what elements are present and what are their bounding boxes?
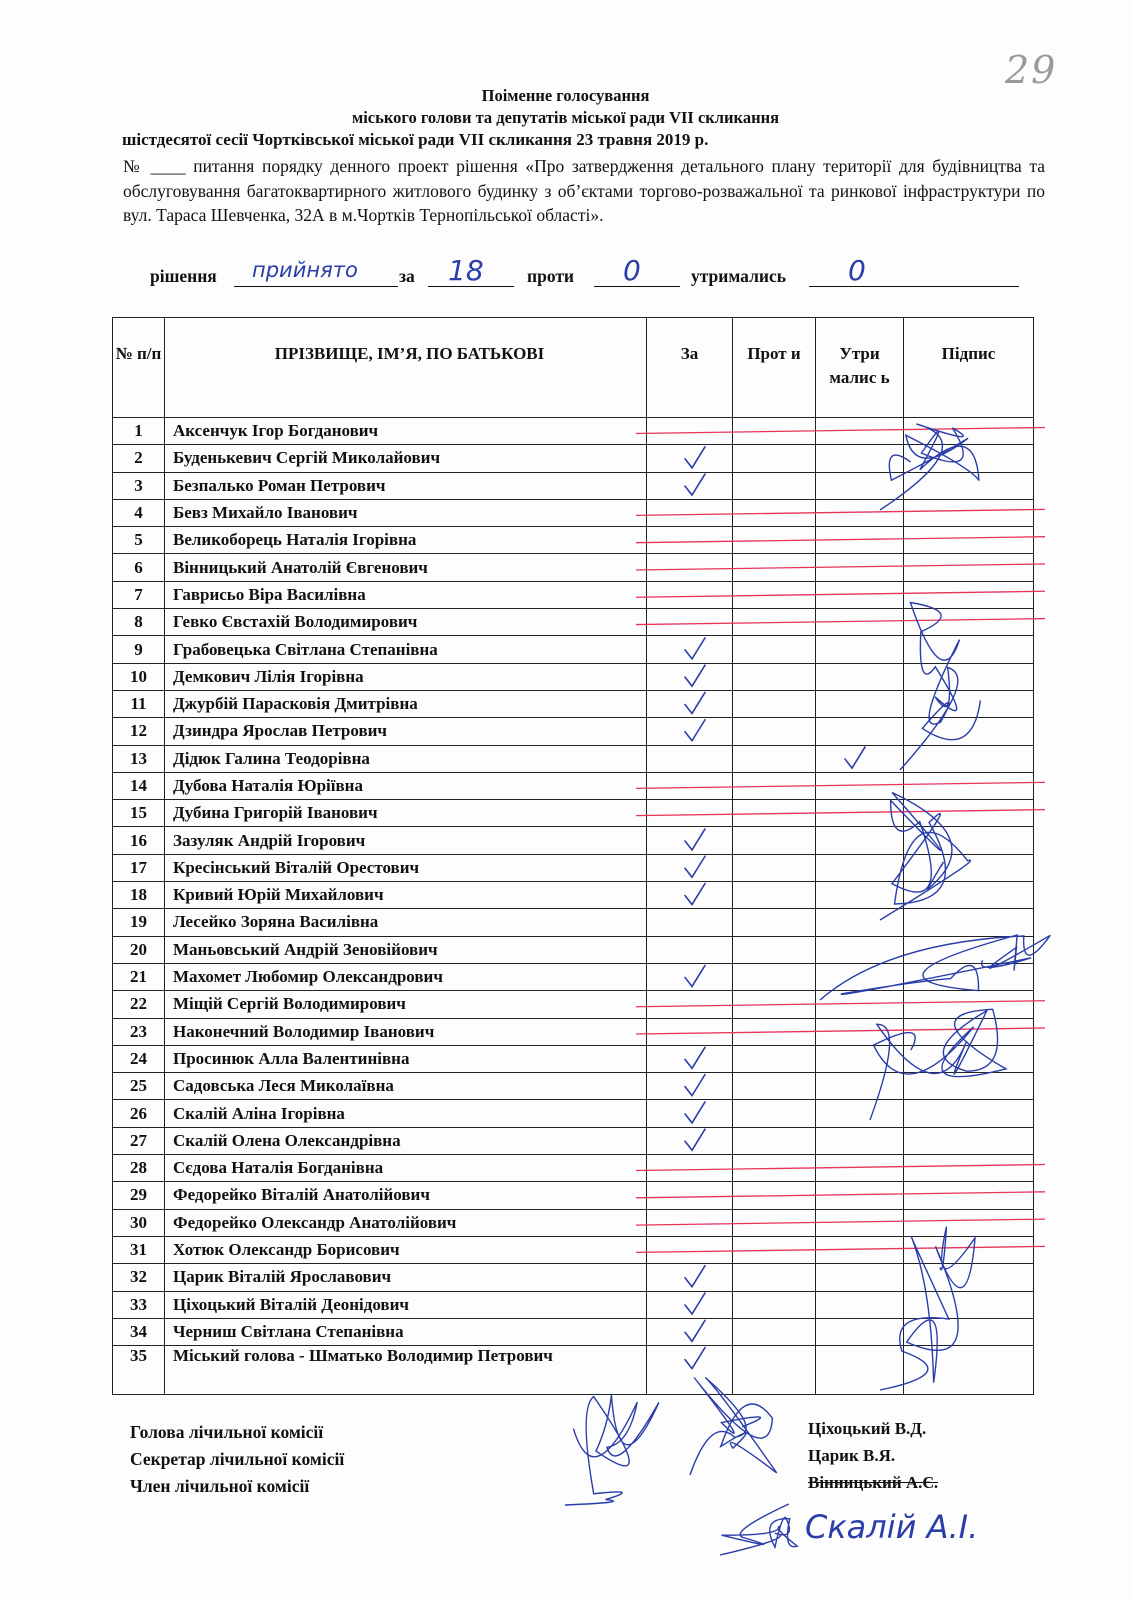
member-name: Черниш Світлана Степанівна [165, 1318, 647, 1345]
member-name: Садовська Леся Миколаївна [165, 1073, 647, 1100]
vote-against-cell [733, 581, 816, 608]
for-label: за [399, 266, 415, 286]
decision-value: прийнято [252, 258, 358, 282]
row-number: 17 [113, 854, 165, 881]
vote-abstained-cell [816, 1155, 904, 1182]
vote-against-cell [733, 690, 816, 717]
table-row [113, 445, 1034, 472]
row-number: 23 [113, 1018, 165, 1045]
row-number: 3 [113, 472, 165, 499]
member-name: Кривий Юрій Михайлович [165, 882, 647, 909]
vote-for-cell [647, 936, 733, 963]
signature-cell [904, 991, 1034, 1018]
table-row [113, 1073, 1034, 1100]
row-number: 5 [113, 527, 165, 554]
vote-abstained-cell [816, 1318, 904, 1345]
page-number: 29 [1005, 48, 1058, 92]
vote-abstained-cell [816, 991, 904, 1018]
vote-against-cell [733, 991, 816, 1018]
vote-against-cell [733, 445, 816, 472]
row-number: 22 [113, 991, 165, 1018]
vote-for-cell [647, 527, 733, 554]
vote-for-cell [647, 1291, 733, 1318]
table-row [113, 1155, 1034, 1182]
vote-for-cell [647, 554, 733, 581]
against-label: проти [527, 266, 575, 286]
member-name: Скалій Олена Олександрівна [165, 1127, 647, 1154]
signature-cell [904, 1182, 1034, 1209]
signature-cell [904, 499, 1034, 526]
for-value: 18 [448, 254, 484, 287]
vote-for-cell [647, 1182, 733, 1209]
row-number: 24 [113, 1045, 165, 1072]
vote-against-cell [733, 772, 816, 799]
row-number: 15 [113, 800, 165, 827]
vote-against-cell [733, 1209, 816, 1236]
vote-for-cell [647, 663, 733, 690]
vote-abstained-cell [816, 1100, 904, 1127]
member-name: Наконечний Володимир Іванович [165, 1018, 647, 1045]
member-name: Великоборець Наталія Ігорівна [165, 527, 647, 554]
member-name: Дідюк Галина Теодорівна [165, 745, 647, 772]
member-name: Сєдова Наталія Богданівна [165, 1155, 647, 1182]
vote-against-cell [733, 1155, 816, 1182]
signature-cell [904, 963, 1034, 990]
vote-for-cell [647, 1236, 733, 1263]
vote-for-cell [647, 1318, 733, 1345]
table-row [113, 554, 1034, 581]
member-name: Лесейко Зоряна Василівна [165, 909, 647, 936]
table-row [113, 472, 1034, 499]
row-number: 27 [113, 1127, 165, 1154]
vote-abstained-cell [816, 936, 904, 963]
vote-against-cell [733, 936, 816, 963]
vote-for-cell [647, 991, 733, 1018]
vote-abstained-cell [816, 1291, 904, 1318]
vote-abstained-cell [816, 581, 904, 608]
vote-against-cell [733, 827, 816, 854]
decision-field [234, 286, 398, 287]
vote-against-cell [733, 418, 816, 445]
member-name: Грабовецька Світлана Степанівна [165, 636, 647, 663]
table-row [113, 882, 1034, 909]
signature-cell [904, 581, 1034, 608]
member-name: Міський голова - Шматько Володимир Петрович [165, 1346, 647, 1395]
commission-member-name: Вінницький А.Є. [808, 1473, 939, 1492]
vote-abstained-cell [816, 827, 904, 854]
vote-abstained-cell [816, 800, 904, 827]
row-number: 34 [113, 1318, 165, 1345]
vote-against-cell [733, 472, 816, 499]
vote-for-cell [647, 772, 733, 799]
vote-for-cell [647, 499, 733, 526]
table-row [113, 690, 1034, 717]
signature-cell [904, 718, 1034, 745]
row-number: 1 [113, 418, 165, 445]
member-name: Бевз Михайло Іванович [165, 499, 647, 526]
decision-line [150, 266, 217, 287]
member-name: Гаврисьо Віра Василівна [165, 581, 647, 608]
vote-against-cell [733, 663, 816, 690]
table-row [113, 609, 1034, 636]
abstained-value: 0 [848, 254, 866, 287]
row-number: 8 [113, 609, 165, 636]
signature-cell [904, 472, 1034, 499]
member-name: Федорейко Віталій Анатолійович [165, 1182, 647, 1209]
vote-abstained-cell [816, 472, 904, 499]
header-for: За [647, 318, 733, 418]
vote-for-cell [647, 1346, 733, 1395]
table-row [113, 745, 1034, 772]
vote-abstained-cell [816, 1018, 904, 1045]
signature-cell [904, 800, 1034, 827]
row-number: 9 [113, 636, 165, 663]
vote-abstained-cell [816, 1045, 904, 1072]
row-number: 32 [113, 1264, 165, 1291]
table-row [113, 991, 1034, 1018]
commission-chair-name: Ціхоцький В.Д. [808, 1419, 927, 1438]
table-row [113, 1291, 1034, 1318]
member-name: Безпалько Роман Петрович [165, 472, 647, 499]
vote-for-cell [647, 718, 733, 745]
signature-cell [904, 1209, 1034, 1236]
vote-abstained-cell [816, 499, 904, 526]
vote-abstained-cell [816, 1073, 904, 1100]
table-row [113, 1209, 1034, 1236]
vote-abstained-cell [816, 554, 904, 581]
commission-secretary-label: Секретар лічильної комісії [130, 1449, 345, 1469]
signature-cell [904, 1318, 1034, 1345]
abstained-field [809, 286, 1019, 287]
vote-for-cell [647, 1264, 733, 1291]
table-row [113, 1127, 1034, 1154]
signature-cell [904, 827, 1034, 854]
commission-signature [720, 1504, 797, 1555]
table-row [113, 636, 1034, 663]
signature-cell [904, 1018, 1034, 1045]
member-name: Дзиндра Ярослав Петрович [165, 718, 647, 745]
vote-for-cell [647, 1045, 733, 1072]
signature-cell [904, 772, 1034, 799]
row-number: 33 [113, 1291, 165, 1318]
vote-for-cell [647, 1073, 733, 1100]
vote-for-cell [647, 1155, 733, 1182]
signature-cell [904, 1045, 1034, 1072]
signature-cell [904, 1236, 1034, 1263]
signature-cell [904, 1155, 1034, 1182]
header-abstained: Утри малис ь [816, 318, 904, 418]
vote-against-cell [733, 609, 816, 636]
vote-against-cell [733, 1073, 816, 1100]
signature-cell [904, 663, 1034, 690]
vote-abstained-cell [816, 718, 904, 745]
signature-cell [904, 1073, 1034, 1100]
vote-abstained-cell [816, 909, 904, 936]
table-row [113, 499, 1034, 526]
vote-against-cell [733, 854, 816, 881]
vote-abstained-cell [816, 527, 904, 554]
vote-for-cell [647, 963, 733, 990]
vote-for-cell [647, 472, 733, 499]
vote-against-cell [733, 1346, 816, 1395]
vote-for-cell [647, 690, 733, 717]
signature-cell [904, 636, 1034, 663]
vote-abstained-cell [816, 1209, 904, 1236]
row-number: 12 [113, 718, 165, 745]
row-number: 30 [113, 1209, 165, 1236]
table-row [113, 581, 1034, 608]
member-name: Ціхоцький Віталій Деонідович [165, 1291, 647, 1318]
signature-cell [904, 1100, 1034, 1127]
signature-cell [904, 445, 1034, 472]
member-name: Дубова Наталія Юріївна [165, 772, 647, 799]
signature-cell [904, 745, 1034, 772]
vote-against-cell [733, 882, 816, 909]
vote-abstained-cell [816, 745, 904, 772]
member-name: Царик Віталій Ярославович [165, 1264, 647, 1291]
member-name: Буденькевич Сергій Миколайович [165, 445, 647, 472]
row-number: 26 [113, 1100, 165, 1127]
row-number: 13 [113, 745, 165, 772]
agenda-item-text: № ____ питання порядку денного проект рішення «Про затвердження детального плану території для будівництва та обслуговування багатоквартирного житлового будинку з об’єктами торгово-розважальної та ринкової інфраструктури по вул. Тараса Шевченка, 32А в м.Чортків Тернопільської області». [123, 156, 1045, 225]
vote-against-cell [733, 1045, 816, 1072]
member-name: Федорейко Олександр Анатолійович [165, 1209, 647, 1236]
header-against: Прот и [733, 318, 816, 418]
row-number: 16 [113, 827, 165, 854]
vote-for-cell [647, 1209, 733, 1236]
member-name: Вінницький Анатолій Євгенович [165, 554, 647, 581]
header-num: № п/п [113, 318, 165, 418]
row-number: 25 [113, 1073, 165, 1100]
member-name: Міщій Сергій Володимирович [165, 991, 647, 1018]
vote-for-cell [647, 445, 733, 472]
signature-cell [904, 609, 1034, 636]
signature-cell [904, 418, 1034, 445]
table-row [113, 1236, 1034, 1263]
vote-for-cell [647, 1018, 733, 1045]
vote-abstained-cell [816, 1127, 904, 1154]
table-row [113, 1318, 1034, 1345]
commission-member-label: Член лічильної комісії [130, 1476, 310, 1496]
vote-for-cell [647, 854, 733, 881]
vote-abstained-cell [816, 854, 904, 881]
signature-cell [904, 1127, 1034, 1154]
member-name: Скалій Аліна Ігорівна [165, 1100, 647, 1127]
vote-against-cell [733, 1291, 816, 1318]
vote-abstained-cell [816, 445, 904, 472]
vote-against-cell [733, 963, 816, 990]
vote-for-cell [647, 1100, 733, 1127]
member-name: Демкович Лілія Ігорівна [165, 663, 647, 690]
table-row [113, 1018, 1034, 1045]
vote-against-cell [733, 718, 816, 745]
signature-cell [904, 690, 1034, 717]
member-name: Хотюк Олександр Борисович [165, 1236, 647, 1263]
vote-for-cell [647, 609, 733, 636]
vote-abstained-cell [816, 772, 904, 799]
vote-abstained-cell [816, 609, 904, 636]
vote-against-cell [733, 1182, 816, 1209]
decision-label: рішення [150, 266, 217, 286]
vote-against-cell [733, 554, 816, 581]
signature-cell [904, 527, 1034, 554]
row-number: 7 [113, 581, 165, 608]
signature-cell [904, 1264, 1034, 1291]
member-name: Кресінський Віталій Орестович [165, 854, 647, 881]
table-row [113, 1264, 1034, 1291]
member-name: Дубина Григорій Іванович [165, 800, 647, 827]
session-line: шістдесятої сесії Чортківської міської ради VII скликання 23 травня 2019 р. [122, 130, 709, 149]
vote-against-cell [733, 745, 816, 772]
commission-secretary-name: Царик В.Я. [808, 1446, 896, 1465]
vote-for-cell [647, 1127, 733, 1154]
signature-cell [904, 554, 1034, 581]
vote-against-cell [733, 527, 816, 554]
table-row [113, 1100, 1034, 1127]
vote-table [112, 317, 1034, 1395]
vote-abstained-cell [816, 636, 904, 663]
member-name: Махомет Любомир Олександрович [165, 963, 647, 990]
table-row [113, 909, 1034, 936]
vote-for-cell [647, 418, 733, 445]
vote-against-cell [733, 1264, 816, 1291]
table-row [113, 718, 1034, 745]
vote-abstained-cell [816, 1346, 904, 1395]
signature-cell [904, 1291, 1034, 1318]
table-row [113, 772, 1034, 799]
row-number: 11 [113, 690, 165, 717]
table-row [113, 1045, 1034, 1072]
row-number: 21 [113, 963, 165, 990]
vote-abstained-cell [816, 1182, 904, 1209]
row-number: 29 [113, 1182, 165, 1209]
row-number: 28 [113, 1155, 165, 1182]
document-subtitle: міського голови та депутатів міської ради VII скликання [351, 108, 780, 127]
table-row [113, 854, 1034, 881]
row-number: 10 [113, 663, 165, 690]
row-number: 14 [113, 772, 165, 799]
table-row [113, 527, 1034, 554]
vote-against-cell [733, 1236, 816, 1263]
row-number: 6 [113, 554, 165, 581]
vote-against-cell [733, 499, 816, 526]
row-number: 19 [113, 909, 165, 936]
table-row [113, 418, 1034, 445]
table-row [113, 800, 1034, 827]
table-row [113, 663, 1034, 690]
header-name: ПРІЗВИЩЕ, ІМ’Я, ПО БАТЬКОВІ [165, 318, 647, 418]
commission-signature [565, 1395, 659, 1505]
commission-chair-label: Голова лічильної комісії [130, 1422, 324, 1442]
table-row [113, 827, 1034, 854]
row-number: 20 [113, 936, 165, 963]
vote-abstained-cell [816, 1236, 904, 1263]
abstained-label: утримались [691, 266, 787, 286]
signature-cell [904, 936, 1034, 963]
vote-against-cell [733, 636, 816, 663]
handwritten-member-name: Скалій А.І. [805, 1508, 979, 1546]
member-name: Аксенчук Ігор Богданович [165, 418, 647, 445]
vote-abstained-cell [816, 882, 904, 909]
member-name: Маньовський Андрій Зеновійович [165, 936, 647, 963]
row-number: 4 [113, 499, 165, 526]
signature-cell [904, 882, 1034, 909]
vote-abstained-cell [816, 418, 904, 445]
table-row [113, 1182, 1034, 1209]
table-row [113, 963, 1034, 990]
signature-cell [904, 854, 1034, 881]
table-row [113, 936, 1034, 963]
vote-for-cell [647, 909, 733, 936]
member-name: Гевко Євстахій Володимирович [165, 609, 647, 636]
row-number: 35 [113, 1346, 165, 1395]
vote-against-cell [733, 800, 816, 827]
member-name: Джурбій Парасковія Дмитрівна [165, 690, 647, 717]
vote-abstained-cell [816, 963, 904, 990]
vote-against-cell [733, 1318, 816, 1345]
vote-against-cell [733, 909, 816, 936]
vote-against-cell [733, 1018, 816, 1045]
signature-cell [904, 1346, 1034, 1395]
vote-for-cell [647, 800, 733, 827]
vote-for-cell [647, 745, 733, 772]
vote-for-cell [647, 581, 733, 608]
vote-for-cell [647, 882, 733, 909]
row-number: 18 [113, 882, 165, 909]
document-title: Поіменне голосування [481, 86, 650, 105]
vote-for-cell [647, 636, 733, 663]
header-signature: Підпис [904, 318, 1034, 418]
member-name: Зазуляк Андрій Ігорович [165, 827, 647, 854]
vote-for-cell [647, 827, 733, 854]
row-number: 31 [113, 1236, 165, 1263]
vote-abstained-cell [816, 1264, 904, 1291]
against-value: 0 [623, 254, 641, 287]
signature-cell [904, 909, 1034, 936]
row-number: 2 [113, 445, 165, 472]
member-name: Просинюк Алла Валентинівна [165, 1045, 647, 1072]
vote-against-cell [733, 1100, 816, 1127]
vote-against-cell [733, 1127, 816, 1154]
vote-abstained-cell [816, 690, 904, 717]
table-row [113, 1346, 1034, 1395]
vote-abstained-cell [816, 663, 904, 690]
